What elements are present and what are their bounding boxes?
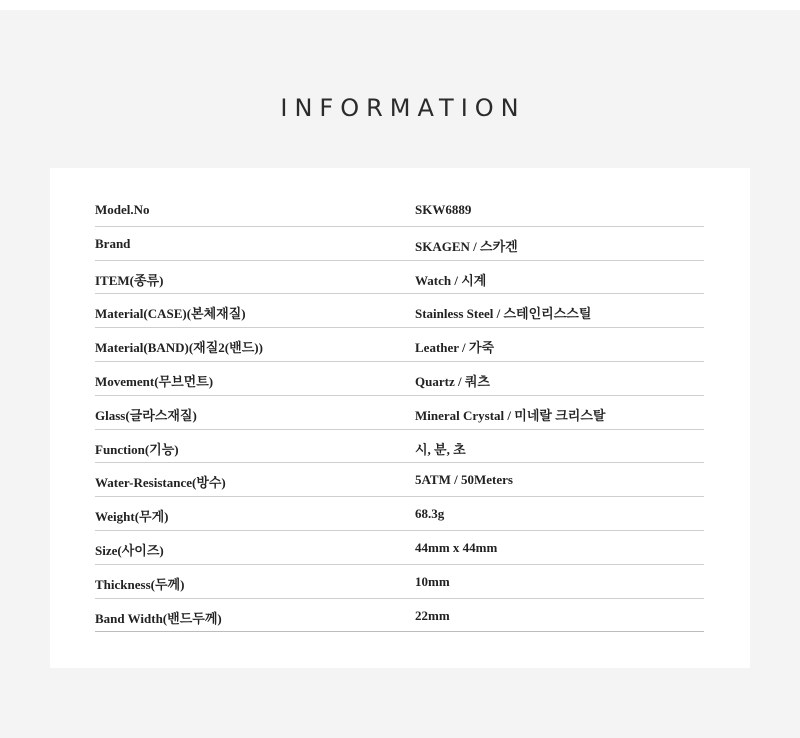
spec-value: Leather / 가죽 [415, 340, 495, 356]
spec-value: 시, 분, 초 [415, 441, 466, 457]
spec-row-weight [95, 497, 704, 531]
page-background [0, 10, 800, 738]
spec-label: Size(사이즈) [95, 542, 164, 558]
spec-label: Band Width(밴드두께) [95, 610, 222, 626]
info-card [50, 168, 750, 668]
spec-row-material-band [95, 328, 704, 362]
spec-label: Model.No [95, 202, 150, 217]
spec-table [95, 193, 704, 632]
spec-row-movement [95, 362, 704, 396]
spec-value: SKAGEN / 스카겐 [415, 238, 518, 254]
spec-row-band-width [95, 599, 704, 633]
spec-label: Glass(글라스재질) [95, 407, 197, 423]
spec-row-item [95, 261, 704, 295]
section-heading: INFORMATION [280, 94, 526, 122]
spec-row-water-resistance [95, 463, 704, 497]
spec-row-size [95, 531, 704, 565]
spec-value: 44mm x 44mm [415, 539, 498, 555]
spec-label: Water-Resistance(방수) [95, 475, 226, 491]
spec-row-thickness [95, 565, 704, 599]
spec-row-material-case [95, 294, 704, 328]
spec-value: Watch / 시계 [415, 272, 487, 288]
spec-label: Movement(무브먼트) [95, 373, 214, 389]
spec-label: Thickness(두께) [95, 576, 185, 592]
spec-value: 10mm [415, 573, 450, 589]
spec-value: SKW6889 [415, 202, 472, 217]
spec-row-model-no [95, 193, 704, 227]
spec-label: Material(BAND)(재질2(밴드)) [95, 340, 263, 356]
spec-value: 68.3g [415, 506, 445, 522]
spec-row-brand [95, 227, 704, 261]
spec-row-function [95, 430, 704, 464]
spec-value: 22mm [415, 607, 450, 623]
spec-row-glass [95, 396, 704, 430]
spec-value: Quartz / 쿼츠 [415, 373, 490, 389]
spec-value: Stainless Steel / 스테인리스스틸 [415, 306, 592, 322]
spec-label: Function(기능) [95, 441, 179, 457]
spec-value: 5ATM / 50Meters [415, 472, 513, 488]
spec-label: ITEM(종류) [95, 272, 164, 288]
spec-label: Material(CASE)(본체재질) [95, 306, 246, 322]
spec-label: Weight(무게) [95, 509, 169, 525]
spec-label: Brand [95, 235, 131, 251]
spec-value: Mineral Crystal / 미네랄 크리스탈 [415, 407, 606, 423]
